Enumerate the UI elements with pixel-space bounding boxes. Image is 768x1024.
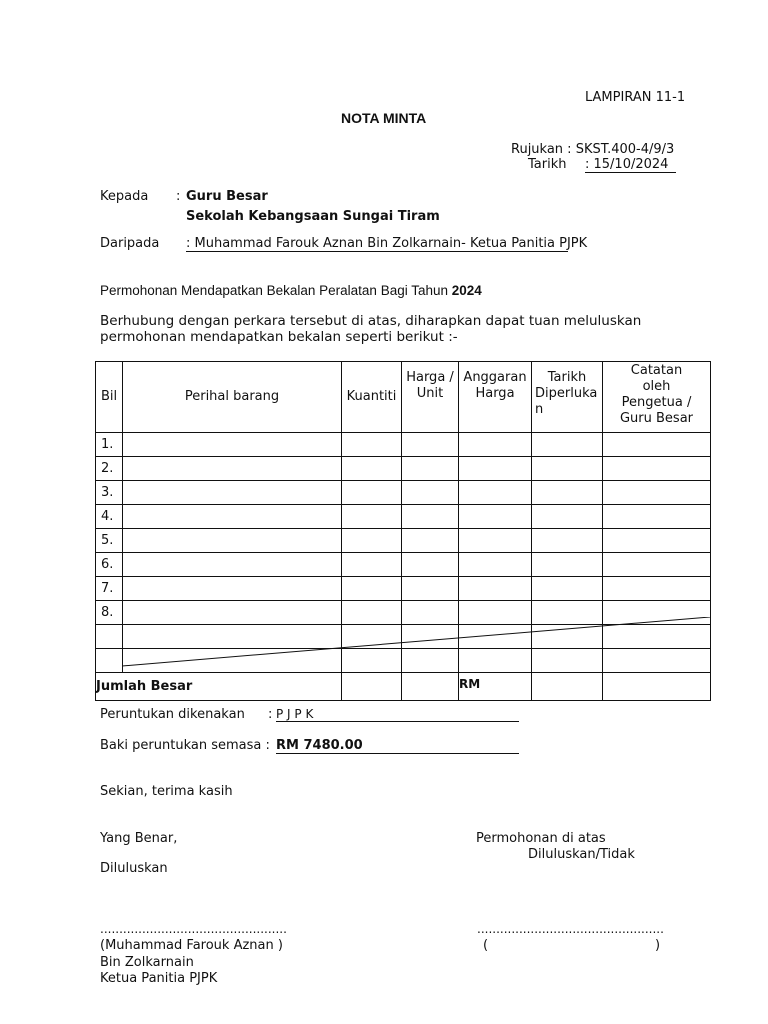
header-harga-line2: Unit (416, 386, 444, 401)
row-tarikh-cell (532, 481, 603, 505)
row-catatan-cell (603, 505, 711, 529)
row-catatan-cell (603, 625, 711, 649)
row-anggaran-cell (459, 433, 532, 457)
total-label: Jumlah Besar (96, 673, 342, 701)
row-bil-cell: 5. (96, 529, 123, 553)
row-catatan-cell (603, 601, 711, 625)
row-harga-cell (402, 553, 459, 577)
baki-label: Baki peruntukan semasa : (100, 738, 270, 753)
intro-line2: permohonan mendapatkan bekalan seperti berikut :- (100, 329, 458, 345)
row-catatan-cell (603, 433, 711, 457)
lampiran-label: LAMPIRAN 11-1 (585, 90, 686, 105)
row-kuantiti-cell (342, 433, 402, 457)
row-kuantiti-cell (342, 601, 402, 625)
row-tarikh-cell (532, 505, 603, 529)
peruntukan-label: Peruntukan dikenakan (100, 707, 245, 722)
table-row (96, 457, 711, 481)
header-bil: Bil (96, 362, 123, 433)
row-anggaran-cell (459, 505, 532, 529)
row-perihal-cell (123, 625, 342, 649)
row-harga-cell (402, 625, 459, 649)
table-row (96, 601, 711, 625)
header-tarikh-line2: Diperluka (535, 386, 598, 401)
signature-dots-right: ................................................. (477, 922, 664, 936)
kepada-colon: : (176, 189, 181, 204)
row-harga-cell (402, 601, 459, 625)
row-bil-cell (96, 649, 123, 673)
row-harga-cell (402, 505, 459, 529)
closing-text: Sekian, terima kasih (100, 784, 233, 799)
signatory-name: (Muhammad Farouk Aznan ) (100, 938, 283, 953)
total-catatan-cell (603, 673, 711, 701)
row-catatan-cell (603, 481, 711, 505)
row-perihal-cell (123, 481, 342, 505)
row-perihal-cell (123, 457, 342, 481)
row-anggaran-cell (459, 601, 532, 625)
header-catatan (603, 362, 711, 433)
row-bil-cell: 7. (96, 577, 123, 601)
table-row (96, 529, 711, 553)
row-perihal-cell (123, 505, 342, 529)
header-anggaran-line2: Harga (475, 386, 515, 401)
header-tarikh-line3: n (535, 402, 544, 417)
row-anggaran-cell (459, 529, 532, 553)
row-catatan-cell (603, 529, 711, 553)
yang-benar: Yang Benar, (100, 831, 178, 846)
row-anggaran-cell (459, 457, 532, 481)
row-kuantiti-cell (342, 577, 402, 601)
kepada-line2: Sekolah Kebangsaan Sungai Tiram (186, 209, 440, 224)
header-anggaran-line1: Anggaran (463, 370, 527, 385)
row-bil-cell: 4. (96, 505, 123, 529)
kepada-label: Kepada (100, 189, 149, 204)
table-row (96, 433, 711, 457)
table-row (96, 481, 711, 505)
table-header-row (96, 362, 711, 433)
header-tarikh (532, 362, 603, 433)
daripada-label: Daripada (100, 236, 160, 251)
row-kuantiti-cell (342, 505, 402, 529)
row-tarikh-cell (532, 433, 603, 457)
row-anggaran-cell (459, 481, 532, 505)
row-anggaran-cell (459, 649, 532, 673)
row-perihal-cell (123, 529, 342, 553)
header-harga-line1: Harga / (406, 370, 454, 385)
header-kuantiti: Kuantiti (342, 362, 402, 433)
right-paren-open: ( (483, 938, 489, 953)
row-kuantiti-cell (342, 481, 402, 505)
row-bil-cell: 3. (96, 481, 123, 505)
row-kuantiti-cell (342, 625, 402, 649)
row-bil-cell (96, 625, 123, 649)
signatory-position: Ketua Panitia PJPK (100, 971, 218, 986)
row-harga-cell (402, 529, 459, 553)
row-perihal-cell (123, 577, 342, 601)
total-kuantiti-cell (342, 673, 402, 701)
row-harga-cell (402, 433, 459, 457)
header-harga (402, 362, 459, 433)
right-paren-close: ) (655, 938, 661, 953)
header-tarikh-line1: Tarikh (547, 370, 587, 385)
row-perihal-cell (123, 553, 342, 577)
header-catatan-line4: Guru Besar (619, 411, 694, 426)
row-perihal-cell (123, 649, 342, 673)
subject-year: 2024 (451, 283, 482, 298)
document-title: NOTA MINTA (341, 110, 427, 126)
tarikh-label: Tarikh (528, 157, 567, 172)
row-kuantiti-cell (342, 649, 402, 673)
row-perihal-cell (123, 601, 342, 625)
header-catatan-line3: Pengetua / (621, 395, 692, 410)
signature-dots-left: ................................................. (100, 922, 287, 936)
header-anggaran (459, 362, 532, 433)
total-tarikh-cell (532, 673, 603, 701)
peruntukan-value: P J P K (276, 707, 519, 722)
row-tarikh-cell (532, 457, 603, 481)
daripada-value: : Muhammad Farouk Aznan Bin Zolkarnain- Ketua Panitia PJPK (186, 236, 588, 251)
diluluskan-left: Diluluskan (100, 861, 168, 876)
table-row-total (96, 673, 711, 701)
permohonan-line2: Diluluskan/Tidak (528, 847, 635, 862)
row-anggaran-cell (459, 625, 532, 649)
table-row (96, 625, 711, 649)
header-perihal: Perihal barang (123, 362, 342, 433)
kepada-line1: Guru Besar (186, 189, 268, 204)
peruntukan-colon: : (268, 707, 273, 722)
row-harga-cell (402, 481, 459, 505)
signatory-name-line2: Bin Zolkarnain (100, 955, 194, 970)
row-catatan-cell (603, 649, 711, 673)
row-harga-cell (402, 649, 459, 673)
row-kuantiti-cell (342, 553, 402, 577)
row-tarikh-cell (532, 649, 603, 673)
row-tarikh-cell (532, 601, 603, 625)
row-catatan-cell (603, 553, 711, 577)
row-bil-cell: 8. (96, 601, 123, 625)
subject-line (100, 283, 482, 298)
row-anggaran-cell (459, 553, 532, 577)
row-kuantiti-cell (342, 457, 402, 481)
tarikh-value: : 15/10/2024 (585, 157, 676, 173)
header-catatan-line2: oleh (642, 379, 671, 394)
row-kuantiti-cell (342, 529, 402, 553)
row-tarikh-cell (532, 577, 603, 601)
row-tarikh-cell (532, 553, 603, 577)
row-harga-cell (402, 457, 459, 481)
permohonan-line1: Permohonan di atas (476, 831, 606, 846)
rujukan-label: Rujukan : SKST.400-4/9/3 (511, 142, 675, 157)
baki-value: RM 7480.00 (276, 738, 519, 754)
row-bil-cell: 1. (96, 433, 123, 457)
row-anggaran-cell (459, 577, 532, 601)
row-catatan-cell (603, 577, 711, 601)
row-tarikh-cell (532, 529, 603, 553)
subject-text: Permohonan Mendapatkan Bekalan Peralatan Bagi Tahun (100, 283, 452, 298)
row-tarikh-cell (532, 625, 603, 649)
row-bil-cell: 2. (96, 457, 123, 481)
row-harga-cell (402, 577, 459, 601)
table-row (96, 553, 711, 577)
intro-line1: Berhubung dengan perkara tersebut di atas, diharapkan dapat tuan meluluskan (100, 313, 642, 329)
total-currency: RM (459, 673, 532, 701)
table-row (96, 649, 711, 673)
row-bil-cell: 6. (96, 553, 123, 577)
header-catatan-line1: Catatan (630, 363, 683, 378)
table-row (96, 505, 711, 529)
items-table (95, 361, 711, 701)
table-row (96, 577, 711, 601)
row-catatan-cell (603, 457, 711, 481)
row-perihal-cell (123, 433, 342, 457)
total-harga-cell (402, 673, 459, 701)
